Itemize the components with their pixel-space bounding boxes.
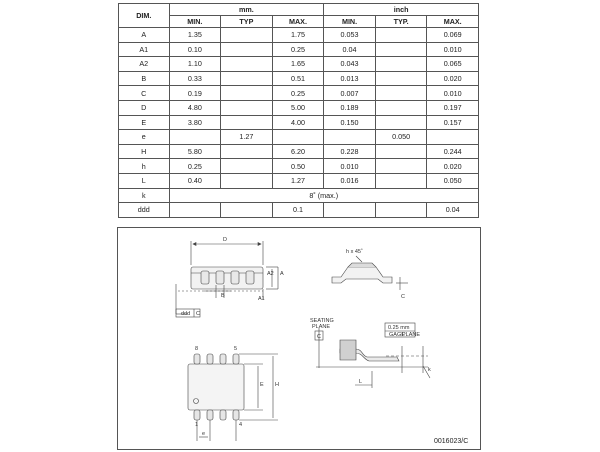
dim-cell: h	[119, 159, 170, 174]
value-cell	[221, 159, 273, 174]
value-cell	[375, 71, 427, 86]
inch-group-header: inch	[324, 4, 479, 16]
top-view	[188, 354, 278, 441]
value-cell	[221, 203, 273, 218]
value-cell: 1.35	[169, 28, 221, 43]
chamfer-label: h x 45˚	[346, 249, 363, 255]
value-cell	[375, 57, 427, 72]
drawing-code: 0016023/C	[434, 438, 469, 445]
dim-cell: B	[119, 71, 170, 86]
sub-header-row	[119, 16, 479, 28]
value-cell: 3.80	[169, 115, 221, 130]
value-cell: 4.00	[272, 115, 324, 130]
dim-label-k: k	[428, 367, 431, 373]
table-row	[119, 28, 479, 43]
value-cell	[375, 100, 427, 115]
value-cell: 0.150	[324, 115, 376, 130]
value-cell: 0.043	[324, 57, 376, 72]
dim-cell: e	[119, 130, 170, 145]
value-cell: 0.013	[324, 71, 376, 86]
value-cell: 0.33	[169, 71, 221, 86]
value-cell: 0.25	[169, 159, 221, 174]
value-cell: 0.050	[375, 130, 427, 145]
dim-label-E: E	[260, 382, 264, 388]
dim-cell: D	[119, 100, 170, 115]
ddd-datum-C: C	[196, 311, 200, 317]
value-cell: 1.65	[272, 57, 324, 72]
value-cell	[221, 57, 273, 72]
value-cell	[221, 115, 273, 130]
value-cell	[221, 100, 273, 115]
value-cell: 0.10	[169, 42, 221, 57]
dim-cell: E	[119, 115, 170, 130]
dim-cell: ddd	[119, 203, 170, 218]
dim-label-L: L	[359, 379, 363, 385]
sub-header: MIN.	[324, 16, 376, 28]
sub-header: MAX.	[272, 16, 324, 28]
table-row	[119, 57, 479, 72]
value-cell: 4.80	[169, 100, 221, 115]
value-cell: 0.228	[324, 144, 376, 159]
seating-label-2: PLANE	[312, 324, 331, 330]
value-cell: 0.189	[324, 100, 376, 115]
dim-label-H: H	[275, 382, 279, 388]
sub-header: MIN.	[169, 16, 221, 28]
value-cell: 1.27	[221, 130, 273, 145]
value-cell: 0.19	[169, 86, 221, 101]
value-cell	[272, 130, 324, 145]
dim-header: DIM.	[119, 4, 170, 28]
value-cell: 1.10	[169, 57, 221, 72]
table-row	[119, 42, 479, 57]
group-header-row	[119, 4, 479, 16]
ddd-label: ddd	[181, 311, 191, 317]
value-cell	[427, 130, 479, 145]
dim-cell: H	[119, 144, 170, 159]
value-cell: 0.50	[272, 159, 324, 174]
dim-label-B: B	[221, 293, 225, 299]
side-view	[176, 241, 278, 317]
value-cell	[375, 159, 427, 174]
value-cell: 0.157	[427, 115, 479, 130]
dim-cell: L	[119, 173, 170, 188]
value-cell: 0.25	[272, 86, 324, 101]
table-row-k	[119, 188, 479, 203]
sub-header: TYP.	[375, 16, 427, 28]
value-cell: 0.244	[427, 144, 479, 159]
dim-label-e: e	[202, 431, 206, 437]
table-row	[119, 100, 479, 115]
gauge-value: 0.25 mm	[388, 325, 410, 331]
value-cell: 0.04	[427, 203, 479, 218]
gauge-label-2: PLANE	[402, 332, 421, 338]
package-drawing	[117, 227, 481, 450]
value-cell: 0.016	[324, 173, 376, 188]
pin-label-1: 1	[195, 422, 199, 428]
table-row	[119, 159, 479, 174]
table-row-ddd	[119, 203, 479, 218]
dim-label-A2: A2	[267, 271, 274, 277]
value-cell	[221, 28, 273, 43]
value-cell: 0.25	[272, 42, 324, 57]
value-cell: 1.27	[272, 173, 324, 188]
value-cell: 6.20	[272, 144, 324, 159]
dim-label-D: D	[223, 237, 227, 243]
value-cell: 0.04	[324, 42, 376, 57]
pin-label-8: 8	[195, 346, 199, 352]
value-cell: 1.75	[272, 28, 324, 43]
value-cell: 0.069	[427, 28, 479, 43]
sub-header: MAX.	[427, 16, 479, 28]
dim-cell: A2	[119, 57, 170, 72]
table-row	[119, 130, 479, 145]
mm-group-header: mm.	[169, 4, 324, 16]
table-row	[119, 86, 479, 101]
mechanical-drawing	[118, 228, 482, 451]
value-cell: 0.010	[427, 42, 479, 57]
value-cell: 0.050	[427, 173, 479, 188]
value-cell: 0.020	[427, 71, 479, 86]
value-cell	[221, 144, 273, 159]
value-cell	[221, 42, 273, 57]
seating-label-1: SEATING	[310, 318, 334, 324]
dim-cell: A1	[119, 42, 170, 57]
value-cell: 0.010	[324, 159, 376, 174]
value-cell	[324, 203, 376, 218]
value-cell: 0.007	[324, 86, 376, 101]
value-cell: 0.010	[427, 86, 479, 101]
table-row	[119, 115, 479, 130]
value-cell: 5.80	[169, 144, 221, 159]
table-row	[119, 144, 479, 159]
value-cell: 0.1	[272, 203, 324, 218]
value-cell	[375, 28, 427, 43]
dimensions-table	[118, 3, 479, 218]
value-cell	[375, 144, 427, 159]
value-cell: 0.197	[427, 100, 479, 115]
value-cell	[169, 130, 221, 145]
table-row	[119, 173, 479, 188]
value-cell	[169, 203, 221, 218]
gauge-label-1: GAGE	[389, 332, 405, 338]
dim-cell: C	[119, 86, 170, 101]
sub-header: TYP	[221, 16, 273, 28]
pin-label-5: 5	[234, 346, 238, 352]
value-cell: 5.00	[272, 100, 324, 115]
k-value-cell: 8˚ (max.)	[169, 188, 478, 203]
dim-label-A1: A1	[258, 296, 265, 302]
value-cell	[375, 86, 427, 101]
value-cell	[375, 173, 427, 188]
dim-cell: k	[119, 188, 170, 203]
value-cell	[221, 71, 273, 86]
value-cell	[375, 115, 427, 130]
value-cell	[221, 173, 273, 188]
seating-datum-C: C	[317, 334, 321, 340]
value-cell	[324, 130, 376, 145]
end-view	[332, 256, 408, 290]
dim-label-C: C	[401, 294, 405, 300]
value-cell	[375, 203, 427, 218]
value-cell: 0.40	[169, 173, 221, 188]
table-row	[119, 71, 479, 86]
value-cell	[221, 86, 273, 101]
value-cell: 0.065	[427, 57, 479, 72]
dim-cell: A	[119, 28, 170, 43]
pin-label-4: 4	[239, 422, 243, 428]
dim-label-A: A	[280, 271, 284, 277]
value-cell: 0.020	[427, 159, 479, 174]
value-cell	[375, 42, 427, 57]
value-cell: 0.053	[324, 28, 376, 43]
value-cell: 0.51	[272, 71, 324, 86]
